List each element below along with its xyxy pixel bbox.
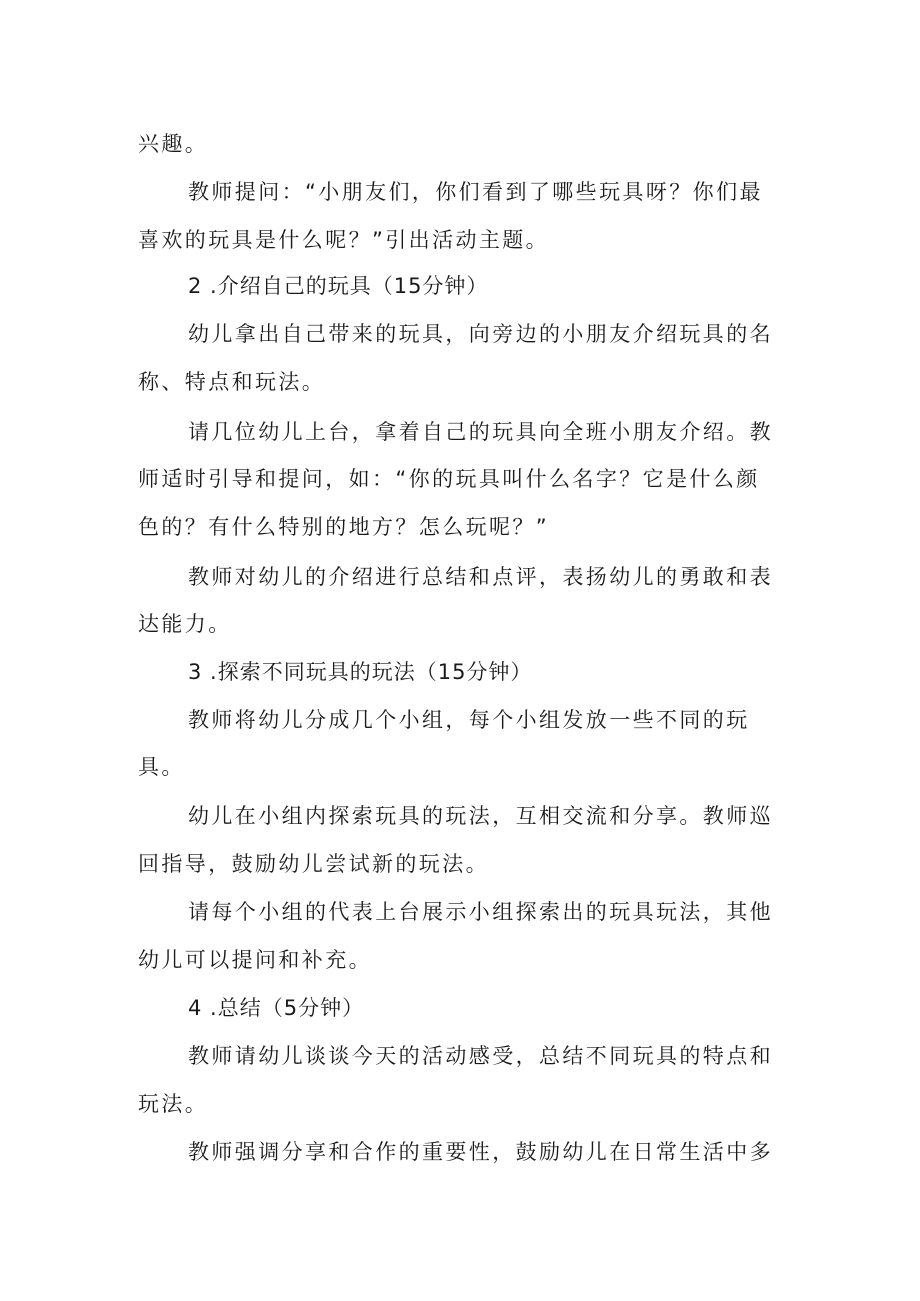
paragraph-line: 回指导，鼓励幼儿尝试新的玩法。: [138, 852, 489, 876]
paragraph-line: 请几位幼儿上台，拿着自己的玩具向全班小朋友介绍。教: [188, 420, 773, 444]
section-heading: 3 .探索不同玩具的玩法（15分钟）: [188, 660, 533, 684]
paragraph-line: 教师对幼儿的介绍进行总结和点评，表扬幼儿的勇敢和表: [188, 565, 773, 589]
paragraph-line: 教师强调分享和合作的重要性，鼓励幼儿在日常生活中多: [188, 1140, 773, 1164]
section-heading: 4 .总结（5分钟）: [188, 996, 365, 1020]
paragraph-line: 师适时引导和提问，如：“你的玩具叫什么名字？它是什么颜: [138, 467, 760, 491]
section-heading: 2 .介绍自己的玩具（15分钟）: [188, 274, 489, 298]
paragraph-line: 教师提问：“小朋友们，你们看到了哪些玩具呀？你们最: [188, 180, 763, 204]
paragraph-line: 幼儿拿出自己带来的玩具，向旁边的小朋友介绍玩具的名: [188, 322, 773, 346]
paragraph-line: 称、特点和玩法。: [138, 370, 326, 394]
paragraph-line: 幼儿在小组内探索玩具的玩法，互相交流和分享。教师巡: [188, 804, 773, 828]
paragraph-line: 幼儿可以提问和补充。: [138, 948, 372, 972]
paragraph-line: 请每个小组的代表上台展示小组探索出的玩具玩法，其他: [188, 900, 773, 924]
paragraph-line: 兴趣。: [138, 132, 209, 156]
paragraph-line: 教师请幼儿谈谈今天的活动感受，总结不同玩具的特点和: [188, 1044, 773, 1068]
paragraph-line: 具。: [138, 755, 185, 779]
paragraph-line: 达能力。: [138, 612, 232, 636]
paragraph-line: 教师将幼儿分成几个小组，每个小组发放一些不同的玩: [188, 708, 750, 732]
paragraph-line: 玩法。: [138, 1092, 209, 1116]
paragraph-line: 色的？有什么特别的地方？怎么玩呢？”: [138, 515, 550, 539]
paragraph-line: 喜欢的玩具是什么呢？”引出活动主题。: [138, 228, 550, 252]
